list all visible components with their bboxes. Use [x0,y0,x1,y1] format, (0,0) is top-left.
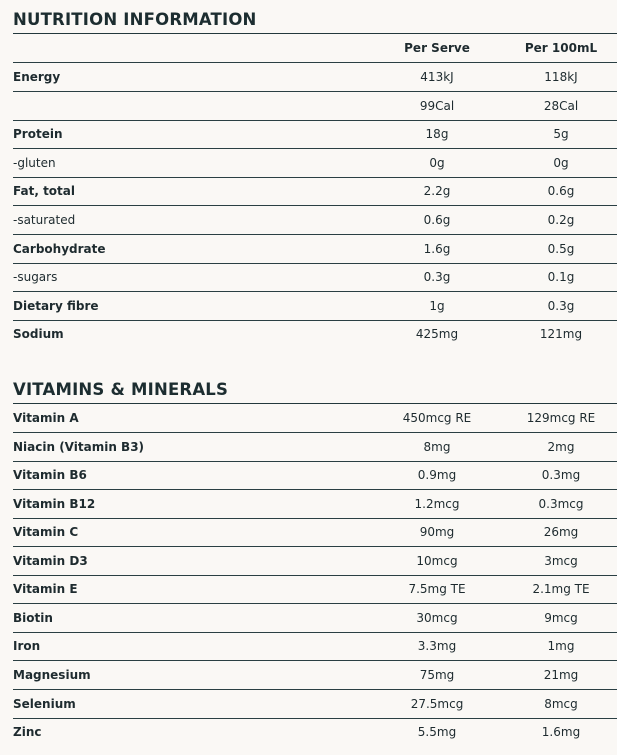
row-label: Vitamin D3 [13,554,88,568]
per-100ml-value: 0.3g [547,299,575,313]
row-label: -gluten [13,156,56,170]
nutrition-row [13,120,617,149]
vitamins-title: VITAMINS & MINERALS [13,380,229,399]
row-label: Carbohydrate [13,242,106,256]
per-100ml-value: 121mg [539,327,583,341]
vitamin-row [13,461,617,490]
per-100ml-value: 0.3mg [541,468,581,482]
per-100ml-value: 0.1g [547,270,575,284]
per-serve-value: 450mcg RE [402,411,472,425]
per-serve-value: 90mg [419,525,455,539]
per-serve-value: 0.6g [423,213,451,227]
row-label: Iron [13,639,41,653]
per-100ml-value: 1mg [547,639,575,653]
col-header-per-serve: Per Serve [404,41,470,55]
nutrition-row [13,63,617,92]
row-label: Vitamin C [13,525,79,539]
nutrition-row [13,149,617,178]
per-serve-value: 99Cal [419,99,455,113]
per-serve-value: 75mg [419,668,455,682]
per-serve-value: 425mg [415,327,459,341]
vitamin-row [13,433,617,462]
vitamin-row [13,604,617,633]
per-serve-value: 8mg [423,440,451,454]
row-label: Magnesium [13,668,91,682]
row-label: Vitamin B12 [13,497,96,511]
per-serve-value: 0g [429,156,445,170]
per-serve-value: 27.5mcg [410,697,464,711]
nutrition-row [13,263,617,292]
per-100ml-value: 0.3mcg [538,497,584,511]
vitamin-row [13,547,617,576]
per-serve-value: 5.5mg [417,725,457,739]
row-label: Selenium [13,697,76,711]
per-100ml-value: 2mg [547,440,575,454]
per-serve-value: 1.2mcg [414,497,460,511]
col-header-per-100ml: Per 100mL [524,41,598,55]
per-100ml-value: 129mcg RE [526,411,596,425]
nutrition-row [13,320,617,348]
row-label: Zinc [13,725,42,739]
per-serve-value: 0.9mg [417,468,457,482]
per-serve-value: 413kJ [420,70,454,84]
vitamin-row [13,632,617,661]
nutrition-row [13,177,617,206]
per-100ml-value: 9mcg [544,611,578,625]
nutrition-row [13,92,617,121]
per-100ml-value: 1.6mg [541,725,581,739]
row-label: Niacin (Vitamin B3) [13,440,145,454]
per-100ml-value: 0g [553,156,569,170]
per-100ml-value: 26mg [543,525,579,539]
row-label: Sodium [13,327,64,341]
per-100ml-value: 28Cal [543,99,579,113]
vitamin-row [13,404,617,433]
row-label: Energy [13,70,61,84]
per-serve-value: 1g [429,299,445,313]
nutrition-header-row [13,34,617,63]
per-serve-value: 3.3mg [417,639,457,653]
per-serve-value: 7.5mg TE [408,582,466,596]
per-serve-value: 1.6g [423,242,451,256]
per-serve-value: 30mcg [416,611,458,625]
vitamin-row [13,661,617,690]
per-100ml-value: 118kJ [544,70,578,84]
per-serve-value: 0.3g [423,270,451,284]
vitamin-row [13,718,617,746]
row-label: Vitamin E [13,582,78,596]
row-label: Biotin [13,611,53,625]
vitamin-row [13,575,617,604]
row-label: Dietary fibre [13,299,99,313]
row-label: Protein [13,127,63,141]
vitamin-row [13,690,617,719]
per-100ml-value: 3mcg [544,554,578,568]
row-label: Vitamin B6 [13,468,87,482]
per-100ml-value: 2.1mg TE [532,582,590,596]
per-serve-value: 2.2g [423,184,451,198]
per-100ml-value: 0.6g [547,184,575,198]
nutrition-row [13,235,617,264]
per-100ml-value: 0.5g [547,242,575,256]
row-label: Vitamin A [13,411,79,425]
per-serve-value: 10mcg [416,554,458,568]
per-serve-value: 18g [425,127,449,141]
nutrition-row [13,206,617,235]
per-100ml-value: 5g [553,127,569,141]
per-100ml-value: 21mg [543,668,579,682]
per-100ml-value: 0.2g [547,213,575,227]
row-label: Fat, total [13,184,75,198]
nutrition-title: NUTRITION INFORMATION [13,10,257,29]
per-100ml-value: 8mcg [544,697,578,711]
nutrition-row [13,292,617,321]
row-label: -saturated [13,213,76,227]
vitamin-row [13,518,617,547]
vitamin-row [13,490,617,519]
row-label: -sugars [13,270,58,284]
